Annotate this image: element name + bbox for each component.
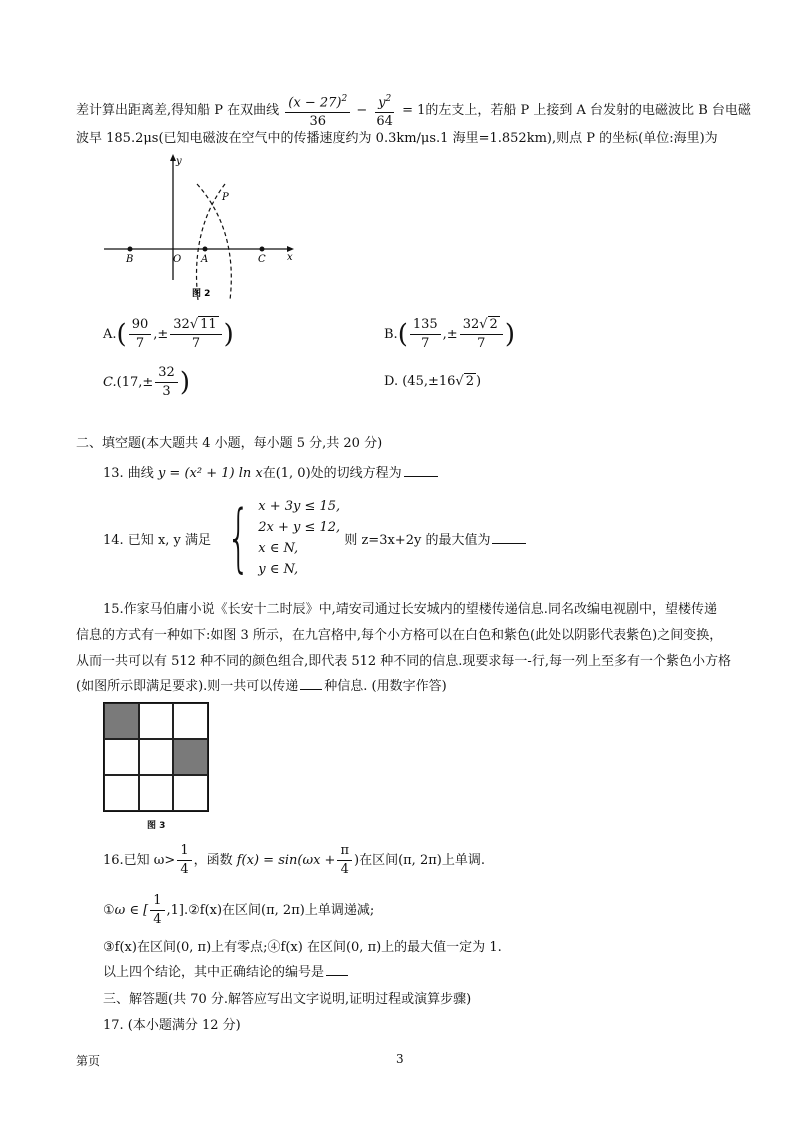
point-A	[203, 247, 208, 252]
figure-2-caption: 图 2	[192, 289, 211, 299]
figure-3-caption: 图 3	[147, 821, 166, 831]
option-C: C.(17,± $\frac{32}{3}$ )	[103, 365, 190, 399]
question-15-line3: 从而一共可以有 512 种不同的颜色组合,即代表 512 种不同的信息.现要求每一-行,每一列上至多有一个紫色小方格	[76, 654, 731, 669]
section3-heading: 三、解答题(共 70 分.解答应写出文字说明,证明过程或演算步骤)	[103, 992, 472, 1007]
grid-cell	[173, 703, 208, 739]
grid-cell	[104, 775, 139, 811]
question-13: 13. 曲线 y = (x² + 1) ln x在(1, 0)处的切线方程为	[103, 464, 440, 484]
grid-cell-shaded	[173, 739, 208, 775]
problem12-line2: 波早 185.2μs(已知电磁波在空气中的传播速度约为 0.3km/μs.1 海里=1.852km),则点 P 的坐标(单位:海里)为	[76, 131, 718, 146]
question-17-title: 17. (本小题满分 12 分)	[103, 1018, 241, 1033]
grid-cell	[173, 775, 208, 811]
label-P: P	[222, 192, 229, 203]
x-label: x	[287, 252, 293, 263]
figure-2	[100, 150, 300, 300]
grid-cell	[139, 703, 174, 739]
y-label: y	[176, 156, 182, 167]
hyperbola-term2: $\frac{y^2}{64}$	[373, 90, 396, 131]
grid-cell	[139, 739, 174, 775]
label-A: A	[201, 254, 209, 265]
section2-heading: 二、填空题(本大题共 4 小题，每小题 5 分,共 20 分)	[76, 436, 383, 451]
question-15-line1: 15.作家马伯庸小说《长安十二时辰》中,靖安司通过长安城内的望楼传递信息.同名改编电视剧中，望楼传递	[103, 602, 717, 617]
point-C	[260, 247, 265, 252]
question-15-line2: 信息的方式有一种如下:如图 3 所示，在九宫格中,每个小方格可以在白色和紫色(此处以阴影代表紫色)之间变换，	[76, 628, 723, 643]
grid-cell	[139, 775, 174, 811]
label-O: O	[173, 254, 182, 265]
point-B	[128, 247, 133, 252]
label-C: C	[258, 254, 266, 265]
question-16-statements-1-2: ①ω ∈ [ $\frac{1}{4}$ ,1].②f(x)在区间(π, 2π)上单调递减;	[103, 893, 375, 927]
option-B: B.( $\frac{135}{7}$ ,± $\frac{32√ 2}{7}$ )	[384, 317, 515, 351]
footer-page-label: 第页	[76, 1054, 101, 1068]
problem12-line1: 差计算出距离差,得知船 P 在双曲线 $\frac{(x - 27)^2}{36}$ − $\frac{y^2}{64}$ = 1的左支上，若船 P 上接到 A 台发射的电磁波比 B 台电磁	[76, 90, 751, 131]
question-16-statements-3-4: ③f(x)在区间(0, π)上有零点;④f(x) 在区间(0, π)上的最大值一定为 1.	[103, 940, 502, 955]
option-A: A.( $\frac{90}{7}$ ,± $\frac{32√ 11}{7}$ )	[103, 317, 234, 351]
grid-cell-shaded	[104, 703, 139, 739]
footer-page-number: 3	[396, 1052, 404, 1066]
question-15-line4: (如图所示即满足要求).则一共可以传递 种信息. (用数字作答)	[76, 679, 447, 694]
hyperbola-term1: $\frac{(x - 27)^2}{36}$	[285, 90, 350, 131]
question-16: 16.已知 ω> $\frac{1}{4}$ ，函数 f(x) = sin(ωx + $\frac{\pi}{4}$ )在区间(π, 2π)上单调.	[103, 843, 485, 877]
question-14: 14. 已知 x, y 满足 { x + 3y ≤ 15, 2x + y ≤ 12, x ∈ N, y ∈ N, 则 z=3x+2y 的最大值为	[103, 496, 528, 580]
label-B: B	[126, 254, 134, 265]
option-D: D. (45,±16√ 2 )	[384, 374, 482, 389]
question-16-prompt: 以上四个结论，其中正确结论的编号是	[103, 963, 350, 983]
constraint-system: { x + 3y ≤ 15, 2x + y ≤ 12, x ∈ N, y ∈ N,	[226, 495, 341, 581]
figure-3-grid	[103, 702, 209, 812]
grid-cell	[104, 739, 139, 775]
